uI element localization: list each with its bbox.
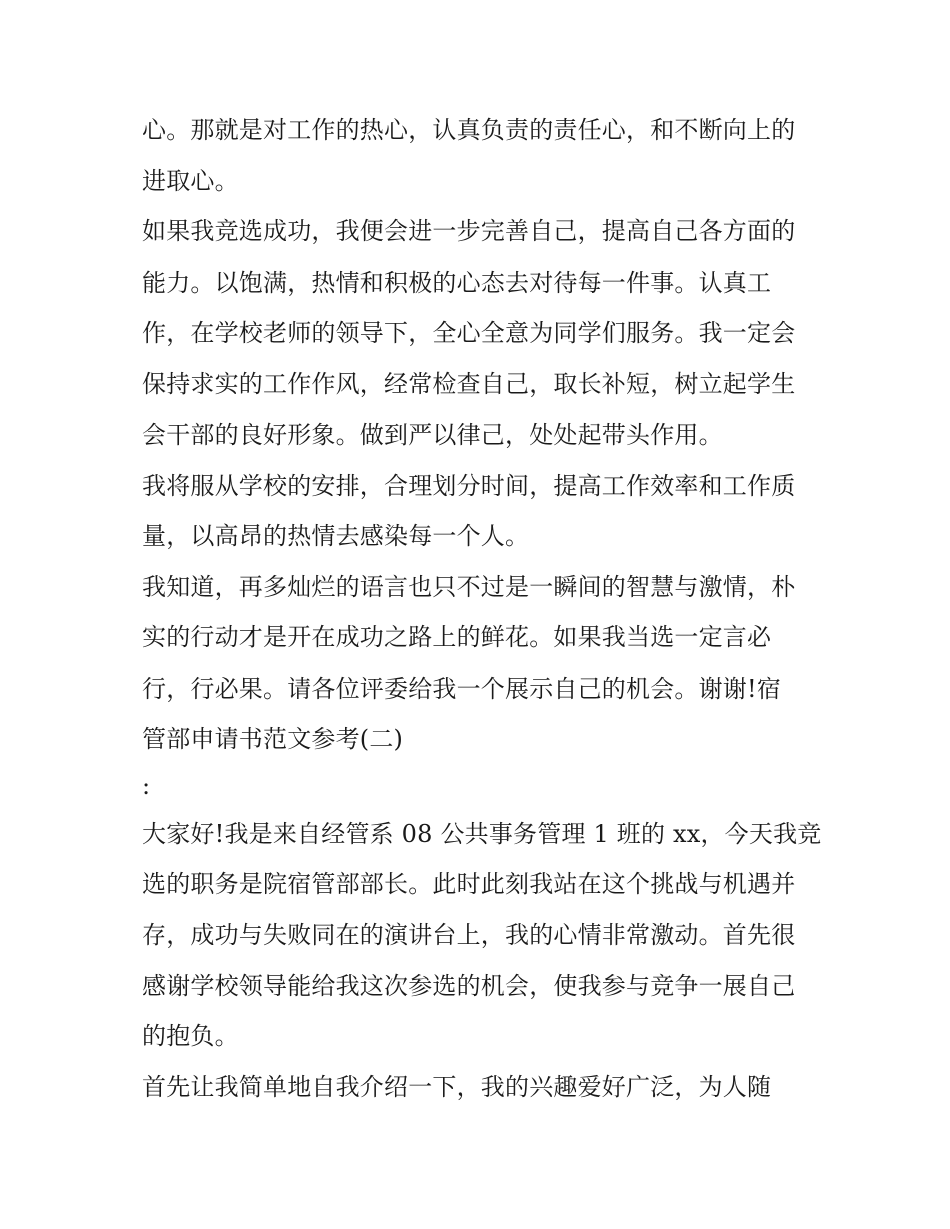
text-line: 心。那就是对工作的热心，认真负责的责任心，和不断向上的	[142, 116, 796, 144]
text-line: 量，以高昂的热情去感染每一个人。	[142, 522, 530, 550]
text-line: 实的行动才是开在成功之路上的鲜花。如果我当选一定言必	[142, 623, 772, 651]
text-line: 感谢学校领导能给我这次参选的机会，使我参与竞争一展自己	[142, 972, 796, 1000]
text-line: 存，成功与失败同在的演讲台上，我的心情非常激动。首先很	[142, 921, 796, 949]
text-line: 如果我竞选成功，我便会进一步完善自己，提高自己各方面的	[142, 217, 796, 245]
text-line: 我知道，再多灿烂的语言也只不过是一瞬间的智慧与激情，朴	[142, 573, 796, 601]
text-line: :	[142, 772, 151, 800]
text-line: 大家好!我是来自经管系 08 公共事务管理 1 班的 xx，今天我竞	[142, 820, 822, 848]
text-line: 我将服从学校的安排，合理划分时间，提高工作效率和工作质	[142, 472, 796, 500]
text-line: 行，行必果。请各位评委给我一个展示自己的机会。谢谢!宿	[142, 675, 782, 703]
text-line: 的抱负。	[142, 1022, 239, 1050]
text-line: 选的职务是院宿管部部长。此时此刻我站在这个挑战与机遇并	[142, 870, 796, 898]
text-line: 保持求实的工作作风，经常检查自己，取长补短，树立起学生	[142, 370, 796, 398]
text-line: 会干部的良好形象。做到严以律己，处处起带头作用。	[142, 421, 723, 449]
text-line: 进取心。	[142, 167, 239, 195]
text-line: 首先让我简单地自我介绍一下，我的兴趣爱好广泛，为人随	[142, 1073, 772, 1101]
text-line: 作，在学校老师的领导下，全心全意为同学们服务。我一定会	[142, 319, 796, 347]
section-heading: 管部申请书范文参考(二)	[142, 725, 404, 753]
text-line: 能力。以饱满，热情和积极的心态去对待每一件事。认真工	[142, 269, 772, 297]
